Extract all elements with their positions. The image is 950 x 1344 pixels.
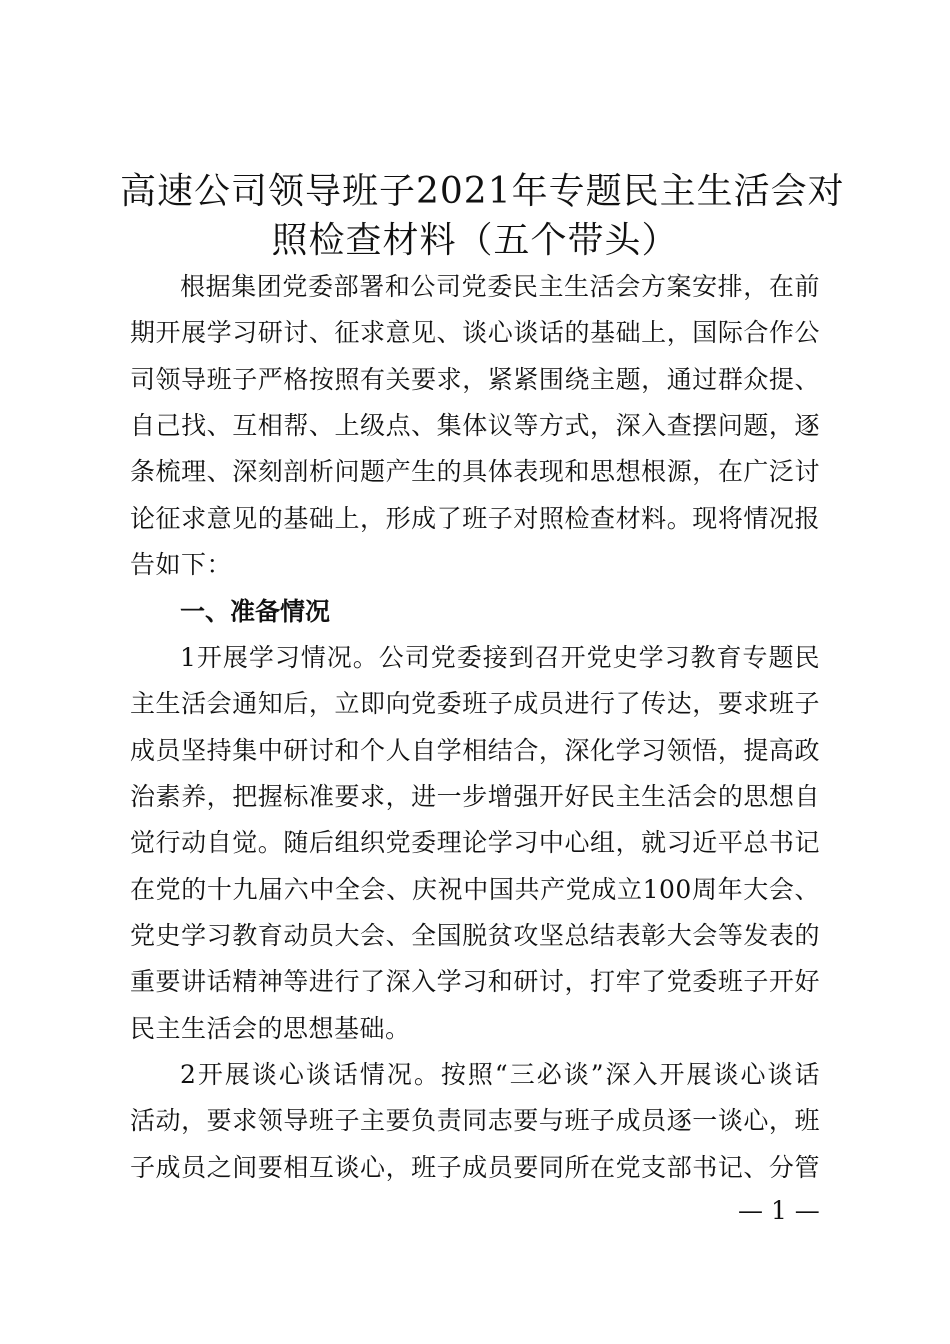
paragraph-line: 治素养，把握标准要求，进一步增强开好民主生活会的思想自 <box>130 782 820 811</box>
paragraph-line: 司领导班子严格按照有关要求，紧紧围绕主题，通过群众提、 <box>130 365 820 394</box>
paragraph-line: 告如下： <box>130 550 233 579</box>
document-title-line-1: 高速公司领导班子2021年专题民主生活会对 <box>120 171 845 212</box>
paragraph-line: 期开展学习研讨、征求意见、谈心谈话的基础上，国际合作公 <box>130 318 820 347</box>
paragraph-line: 根据集团党委部署和公司党委民主生活会方案安排，在前 <box>180 272 820 301</box>
paragraph-line: 重要讲话精神等进行了深入学习和研讨，打牢了党委班子开好 <box>130 967 820 996</box>
paragraph-line: 在党的十九届六中全会、庆祝中国共产党成立100周年大会、 <box>130 875 820 904</box>
paragraph-line: 条梳理、深刻剖析问题产生的具体表现和思想根源，在广泛讨 <box>130 457 820 486</box>
paragraph-line: 自己找、互相帮、上级点、集体议等方式，深入查摆问题，逐 <box>130 411 820 440</box>
paragraph-line: 子成员之间要相互谈心，班子成员要同所在党支部书记、分管 <box>130 1153 820 1182</box>
paragraph-line: 觉行动自觉。随后组织党委理论学习中心组，就习近平总书记 <box>130 828 820 857</box>
paragraph-line: 论征求意见的基础上，形成了班子对照检查材料。现将情况报 <box>130 504 820 533</box>
section-heading: 一、准备情况 <box>180 597 331 626</box>
paragraph-line: 1开展学习情况。公司党委接到召开党史学习教育专题民 <box>180 643 820 672</box>
paragraph-line: 活动，要求领导班子主要负责同志要与班子成员逐一谈心，班 <box>130 1106 820 1135</box>
document-title-line-2: 照检查材料（五个带头） <box>271 220 679 261</box>
page-number: — 1 — <box>738 1196 820 1225</box>
paragraph-line: 成员坚持集中研讨和个人自学相结合，深化学习领悟，提高政 <box>130 736 820 765</box>
paragraph-line: 党史学习教育动员大会、全国脱贫攻坚总结表彰大会等发表的 <box>130 921 820 950</box>
paragraph-line: 2开展谈心谈话情况。按照“三必谈”深入开展谈心谈话 <box>180 1060 820 1089</box>
paragraph-line: 民主生活会的思想基础。 <box>130 1014 411 1043</box>
paragraph-line: 主生活会通知后，立即向党委班子成员进行了传达，要求班子 <box>130 689 820 718</box>
